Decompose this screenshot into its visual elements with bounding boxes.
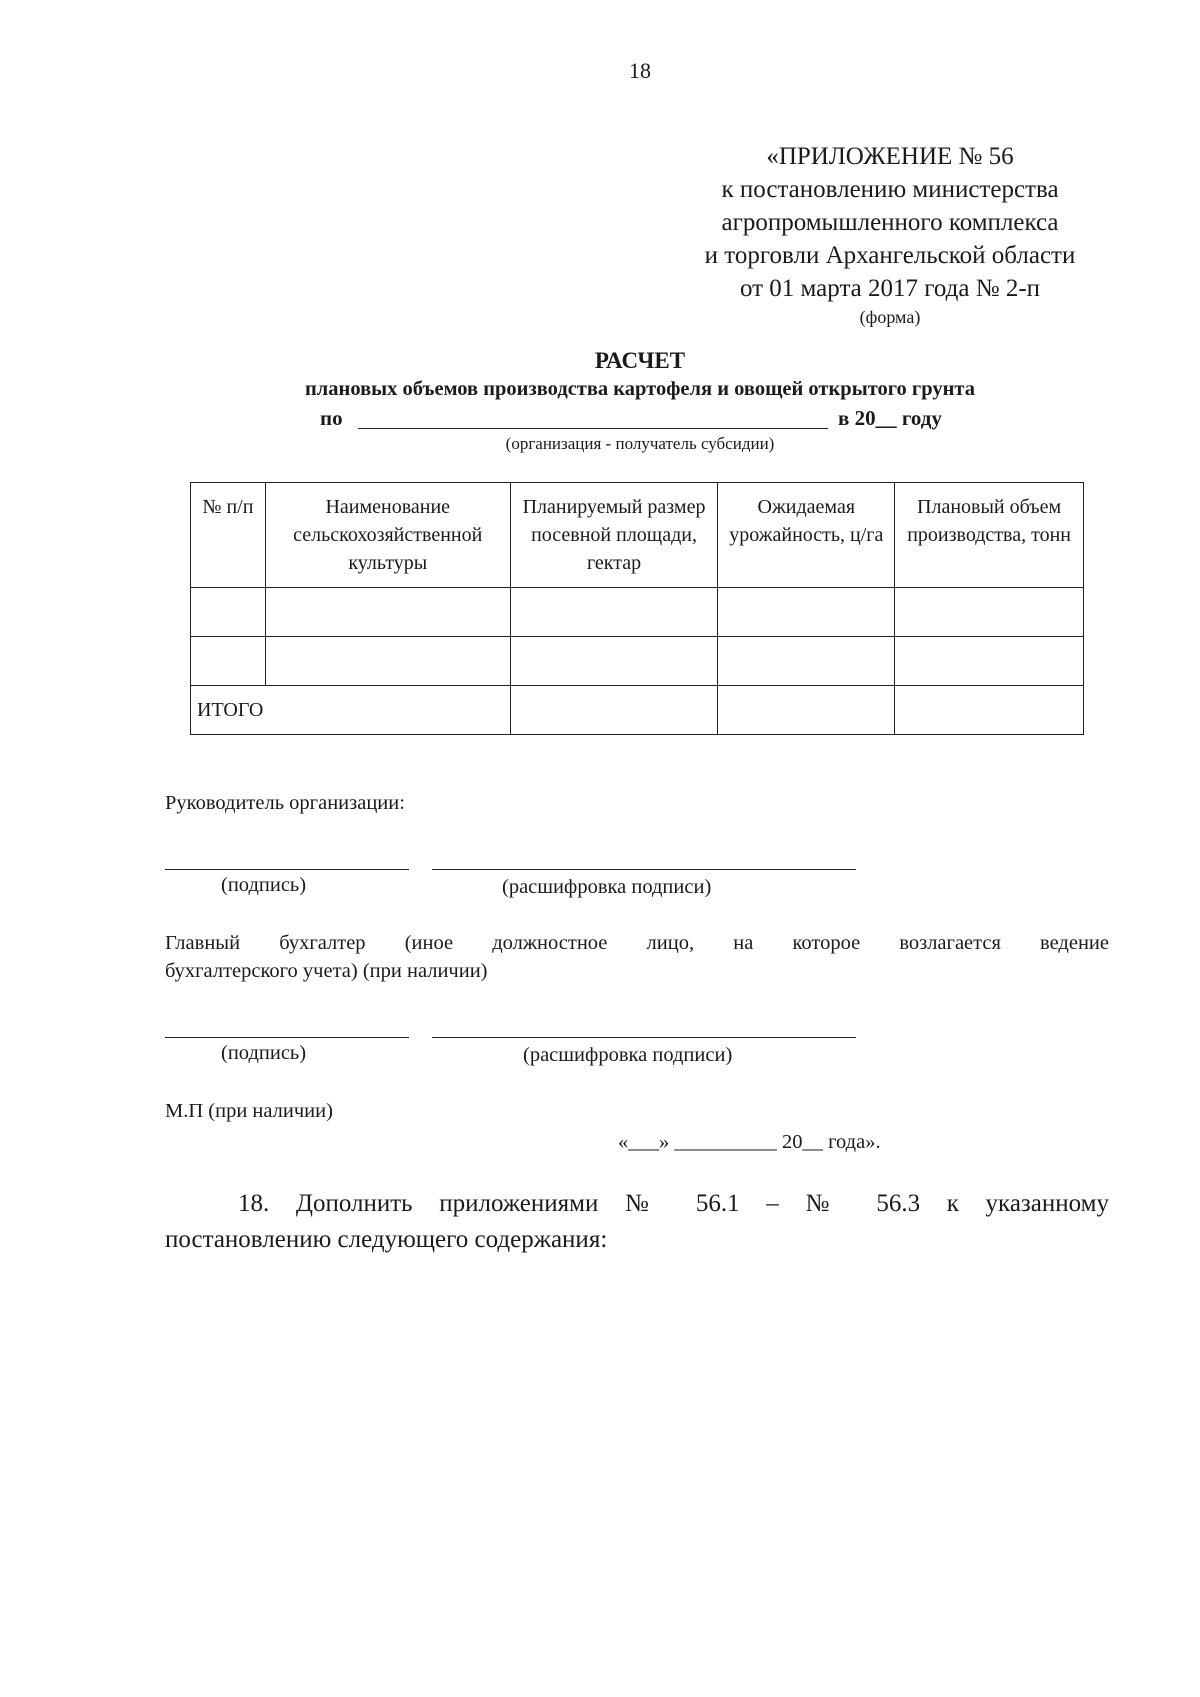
head-decode-caption: (расшифровка подписи) — [502, 876, 712, 898]
appendix-header — [630, 140, 1150, 329]
po-prefix: по — [320, 406, 343, 430]
year-suffix: в 20__ году — [838, 406, 942, 430]
table-header-row — [191, 483, 1084, 588]
table-cell[interactable] — [718, 686, 895, 735]
document-subtitle: плановых объемов производства картофеля и овощей открытого грунта — [304, 378, 975, 400]
appendix-line-2: к постановлению министерства — [721, 176, 1059, 203]
appendix-line-4: и торговли Архангельской области — [704, 242, 1076, 269]
calculation-table — [190, 482, 1084, 735]
table-cell[interactable] — [191, 637, 266, 686]
total-label: ИТОГО — [191, 686, 511, 735]
table-cell[interactable] — [718, 588, 895, 637]
accountant-signature-caption: (подпись) — [221, 1042, 307, 1064]
appendix-line-5: от 01 марта 2017 года № 2-п — [739, 275, 1041, 302]
amendment-paragraph-line1: 18. Дополнить приложениями № 56.1 – № 56.3 к указанному — [238, 1190, 1109, 1217]
table-cell[interactable] — [718, 637, 895, 686]
header-expected-yield: Ожидаемая урожайность, ц/га — [718, 483, 895, 588]
head-signature-line[interactable] — [165, 869, 409, 870]
amendment-paragraph-line2: постановлению следующего содержания: — [165, 1226, 608, 1253]
header-planned-volume: Плановый объем производства, тонн — [895, 483, 1084, 588]
table-cell[interactable] — [895, 686, 1084, 735]
page-number: 18 — [629, 58, 651, 83]
appendix-line-1: «ПРИЛОЖЕНИЕ № 56 — [766, 143, 1014, 170]
head-decode-line[interactable] — [432, 869, 856, 870]
form-label: (форма) — [859, 307, 921, 327]
table-cell[interactable] — [510, 686, 718, 735]
header-number: № п/п — [191, 483, 266, 588]
accountant-signature-line[interactable] — [165, 1037, 409, 1038]
table-total-row — [191, 686, 1084, 735]
organization-caption: (организация - получатель субсидии) — [505, 434, 775, 453]
table-cell[interactable] — [265, 588, 510, 637]
table-cell[interactable] — [510, 637, 718, 686]
table-cell[interactable] — [510, 588, 718, 637]
seal-label: М.П (при наличии) — [165, 1100, 333, 1122]
table-row — [191, 588, 1084, 637]
head-label: Руководитель организации: — [165, 792, 405, 814]
table-row — [191, 637, 1084, 686]
accountant-label-line1: Главный бухгалтер (иное должностное лицо, на которое возлагается ведение — [165, 932, 1109, 954]
table-cell[interactable] — [895, 588, 1084, 637]
header-planned-area: Планируемый размер посевной площади, гектар — [510, 483, 718, 588]
table-cell[interactable] — [895, 637, 1084, 686]
table-cell[interactable] — [191, 588, 266, 637]
head-signature-caption: (подпись) — [221, 874, 307, 896]
document-title: РАСЧЕТ — [594, 348, 686, 373]
appendix-line-3: агропромышленного комплекса — [721, 209, 1059, 236]
table-cell[interactable] — [265, 637, 510, 686]
accountant-decode-line[interactable] — [432, 1037, 856, 1038]
date-line: «___» __________ 20__ года». — [618, 1131, 881, 1153]
accountant-label-line2: бухгалтерского учета) (при наличии) — [165, 960, 488, 982]
header-crop-name: Наименование сельскохозяйственной культуры — [265, 483, 510, 588]
organization-blank[interactable] — [358, 428, 828, 429]
accountant-decode-caption: (расшифровка подписи) — [523, 1044, 733, 1066]
